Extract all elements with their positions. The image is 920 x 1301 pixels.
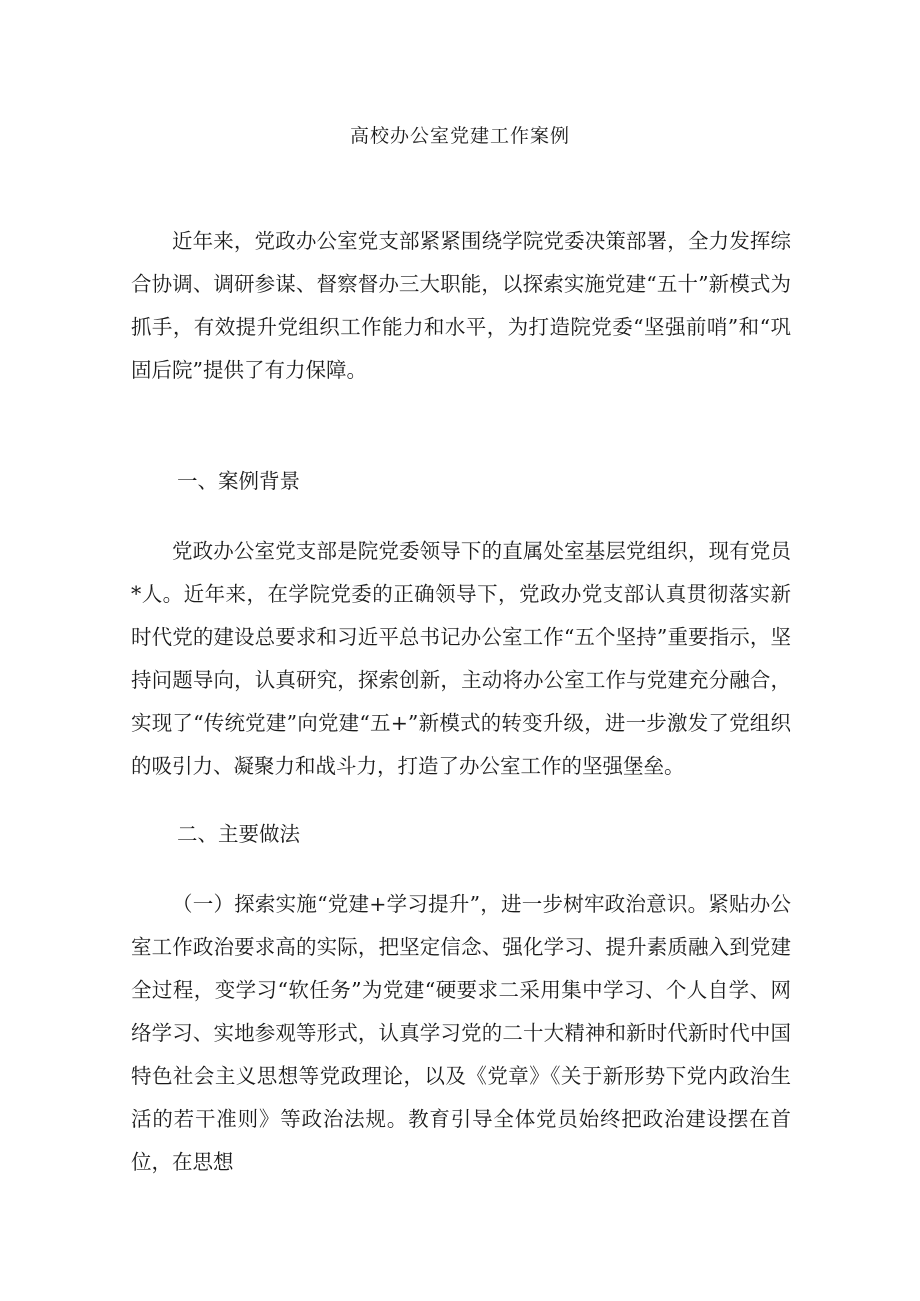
section-heading-background: 一、案例背景 — [177, 469, 300, 493]
document-title: 高校办公室党建工作案例 — [349, 125, 570, 147]
background-paragraph: 党政办公室党支部是院党委领导下的直属处室基层党组织，现有党员*人。近年来，在学院党委的正确领导下，党政办党支部认真贯彻落实新时代党的建设总要求和习近平总书记办公室工作“五个坚持”重要指示，坚持问题导向，认真研究，探索创新，主动将办公室工作与党建充分融合，实现了“传统党建”向党建“五+”新模式的转变升级，进一步激发了党组织的吸引力、凝聚力和战斗力，打造了办公室工作的坚强堡垒。 — [131, 539, 791, 778]
practices-paragraph: （一）探索实施“党建+学习提升”，进一步树牢政治意识。紧贴办公室工作政治要求高的实际，把坚定信念、强化学习、提升素质融入到党建全过程，变学习“软任务”为党建“硬要求二采用集中学习、个人自学、网络学习、实地参观等形式，认真学习党的二十大精神和新时代新时代中国特色社会主义思想等党政理论，以及《党章》《关于新形势下党内政治生活的若干准则》等政治法规。教育引导全体党员始终把政治建设摆在首位，在思想 — [131, 892, 791, 1174]
section-heading-practices: 二、主要做法 — [177, 822, 300, 846]
intro-paragraph: 近年来，党政办公室党支部紧紧围绕学院党委决策部署，全力发挥综合协调、调研参谋、督察督办三大职能，以探索实施党建“五十”新模式为抓手，有效提升党组织工作能力和水平，为打造院党委“坚强前哨”和“巩固后院”提供了有力保障。 — [131, 229, 791, 382]
